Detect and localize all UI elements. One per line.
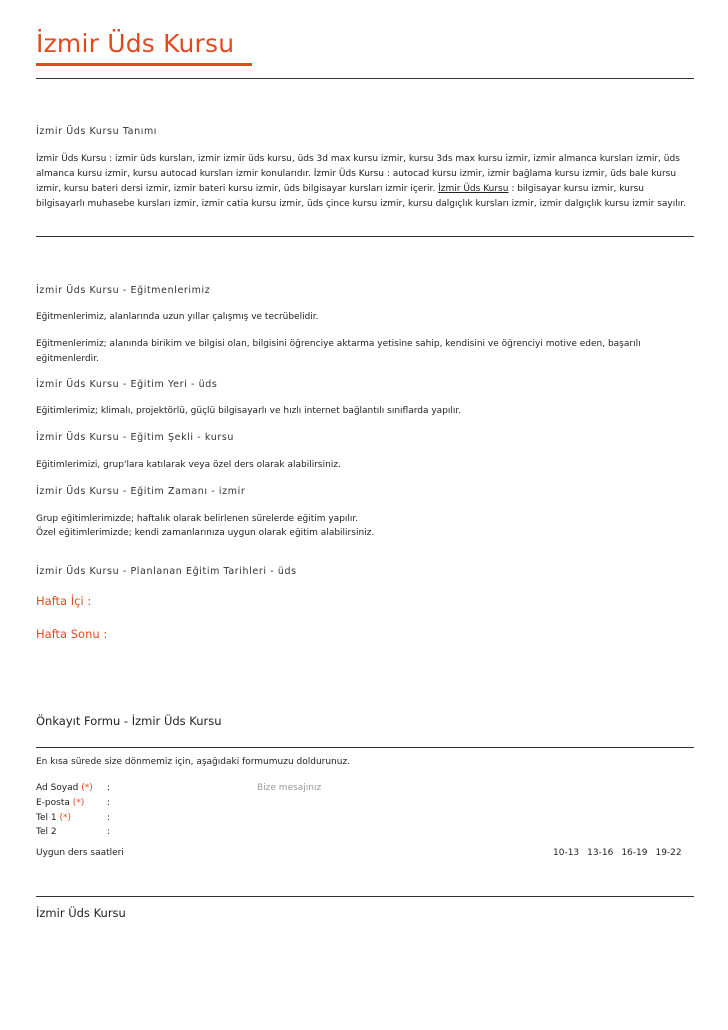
name-colon: :	[107, 783, 111, 793]
time-text-1: Grup eğitimlerimizde; haftalık olarak belirlenen sürelerde eğitim yapılır.	[36, 514, 359, 524]
teachers-heading: İzmir Üds Kursu - Eğitmenlerimiz	[36, 285, 211, 296]
email-colon: :	[107, 798, 111, 808]
hours-label: Uygun ders saatleri	[36, 848, 124, 858]
form-title: Önkayıt Formu - İzmir Üds Kursu	[36, 714, 222, 728]
hours-option-10-13[interactable]: 10-13	[553, 848, 580, 858]
intro-divider	[36, 236, 694, 237]
teachers-text-1: Eğitmenlerimiz, alanlarında uzun yıllar çalışmış ve tecrübelidir.	[36, 312, 319, 322]
dates-heading: İzmir Üds Kursu - Planlanan Eğitim Tarihleri - üds	[36, 566, 297, 577]
name-label: Ad Soyad (*)	[36, 783, 93, 793]
required-mark: (*)	[59, 813, 71, 823]
hours-options	[553, 848, 682, 858]
place-heading: İzmir Üds Kursu - Eğitim Yeri - üds	[36, 379, 218, 390]
form-intro: En kısa sürede size dönmemiz için, aşağıdaki formumuzu doldurunuz.	[36, 757, 351, 767]
title-underline	[36, 63, 252, 66]
email-label: E-posta (*)	[36, 798, 85, 808]
intro-text: İzmir Üds Kursu : izmir üds kursları, izmir izmir üds kursu, üds 3d max kursu izmir, kursu 3ds max kursu izmir, izmir almanca kursları izmir, üds almanca kursu izmir, kursu autocad kursları izmir konularıdır. İzmir Üds Kursu : autocad kursu izmir, izmir bağlama kursu izmir, üds bale kursu izmir, kursu bateri dersi izmir, izmir bateri kursu izmir, üds bilgisayar kursları izmir içerir. İzmir Üds Kursu : bilgisayar kursu izmir, kursu bilgisayarlı muhasebe kursları izmir, izmir catia kursu izmir, üds çince kursu izmir, kursu dalgıçlık kursları izmir, izmir dalgıçlık kursu izmir sayılır.	[36, 154, 686, 209]
hours-option-13-16[interactable]: 13-16	[587, 848, 614, 858]
header-divider	[36, 78, 694, 79]
tel2-colon: :	[107, 827, 111, 837]
site-title[interactable]: İzmir Üds Kursu	[36, 29, 235, 58]
footer-title: İzmir Üds Kursu	[36, 906, 126, 920]
intro-link[interactable]: İzmir Üds Kursu	[438, 184, 509, 194]
time-heading: İzmir Üds Kursu - Eğitim Zamanı - izmir	[36, 486, 246, 497]
required-mark: (*)	[81, 783, 93, 793]
footer-divider	[36, 896, 694, 897]
message-input[interactable]: Bize mesajınız	[257, 783, 322, 793]
required-mark: (*)	[72, 798, 85, 808]
tel1-colon: :	[107, 813, 111, 823]
tel1-label: Tel 1 (*)	[36, 813, 71, 823]
intro-heading: İzmir Üds Kursu Tanımı	[36, 126, 158, 137]
weekend-label: Hafta Sonu :	[36, 627, 108, 641]
tel2-label: Tel 2	[36, 827, 57, 837]
weekday-label: Hafta İçi :	[36, 594, 92, 608]
hours-option-16-19[interactable]: 16-19	[621, 848, 648, 858]
teachers-text-2: Eğitmenlerimiz; alanında birikim ve bilgisi olan, bilgisini öğrenciye aktarma yetisine sahip, kendisini ve öğrenciyi motive eden, başarılı eğitmenlerdir.	[36, 339, 641, 364]
style-heading: İzmir Üds Kursu - Eğitim Şekli - kursu	[36, 432, 235, 443]
form-divider	[36, 747, 694, 748]
hours-option-19-22[interactable]: 19-22	[655, 848, 682, 858]
time-text-2: Özel eğitimlerimizde; kendi zamanlarınıza uygun olarak eğitim alabilirsiniz.	[36, 528, 375, 538]
style-text: Eğitimlerimizi, grup'lara katılarak veya özel ders olarak alabilirsiniz.	[36, 460, 341, 470]
place-text: Eğitimlerimiz; klimalı, projektörlü, güçlü bilgisayarlı ve hızlı internet bağlantılı sınıflarda yapılır.	[36, 406, 462, 416]
